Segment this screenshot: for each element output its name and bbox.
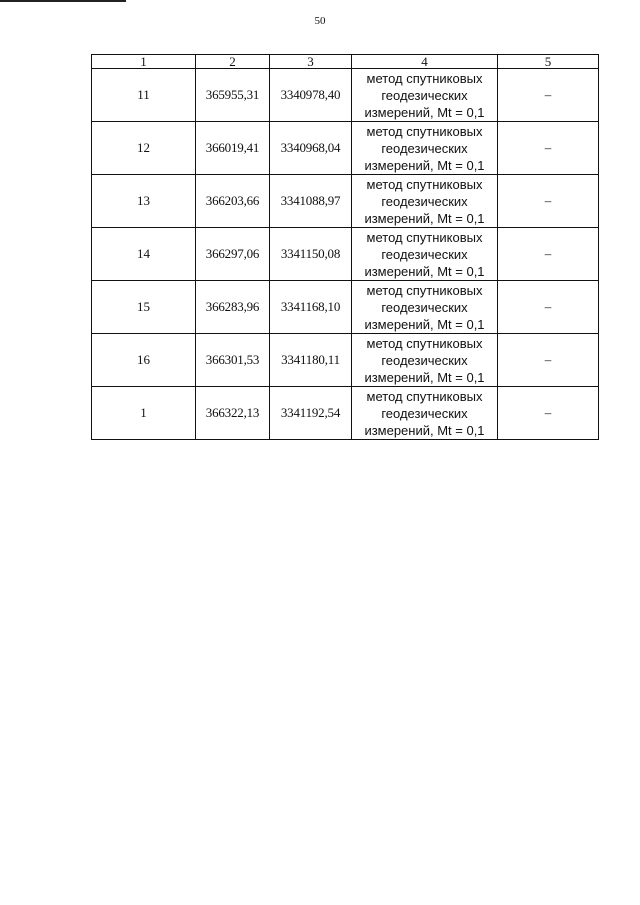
method-text-line: измерений, Mt = 0,1 [364,369,485,385]
method-text-line: измерений, Mt = 0,1 [364,104,485,120]
note-cell: – [498,69,599,122]
note-cell: – [498,387,599,440]
x-coordinate-cell: 365955,31 [196,69,270,122]
point-number-cell: 15 [92,281,196,334]
method-text-line: измерений, Mt = 0,1 [364,316,485,332]
method-text-line: измерений, Mt = 0,1 [364,263,485,279]
method-text-line: геодезических [381,140,468,156]
method-text-line: измерений, Mt = 0,1 [364,157,485,173]
point-number-cell: 1 [92,387,196,440]
table-header-row [92,55,599,69]
scan-edge-mark [0,0,126,2]
x-coordinate-cell: 366322,13 [196,387,270,440]
method-cell [352,122,498,175]
method-text-line: геодезических [381,193,468,209]
method-text-line: измерений, Mt = 0,1 [364,210,485,226]
x-coordinate-cell: 366019,41 [196,122,270,175]
method-text-line: измерений, Mt = 0,1 [364,422,485,438]
method-text-line: геодезических [381,299,468,315]
y-coordinate-cell: 3340968,04 [270,122,352,175]
method-text-line: метод спутниковых [366,388,483,404]
method-text-line: геодезических [381,246,468,262]
x-coordinate-cell: 366203,66 [196,175,270,228]
header-cell-5: 5 [498,55,599,69]
method-text-line: метод спутниковых [366,70,483,86]
table-row [92,228,599,281]
y-coordinate-cell: 3341192,54 [270,387,352,440]
table-row [92,175,599,228]
y-coordinate-cell: 3341180,11 [270,334,352,387]
note-cell: – [498,228,599,281]
method-text-line: метод спутниковых [366,229,483,245]
method-text-line: геодезических [381,352,468,368]
header-cell-2: 2 [196,55,270,69]
coordinates-table [91,54,599,440]
method-cell [352,387,498,440]
method-text-line: геодезических [381,405,468,421]
table-row [92,122,599,175]
point-number-cell: 14 [92,228,196,281]
x-coordinate-cell: 366283,96 [196,281,270,334]
method-text-line: геодезических [381,87,468,103]
note-cell: – [498,175,599,228]
y-coordinate-cell: 3341150,08 [270,228,352,281]
method-text-line: метод спутниковых [366,335,483,351]
note-cell: – [498,281,599,334]
method-cell [352,175,498,228]
table-row [92,281,599,334]
table-row [92,69,599,122]
header-cell-1: 1 [92,55,196,69]
y-coordinate-cell: 3340978,40 [270,69,352,122]
y-coordinate-cell: 3341168,10 [270,281,352,334]
table-row [92,387,599,440]
note-cell: – [498,122,599,175]
table-row [92,334,599,387]
point-number-cell: 16 [92,334,196,387]
point-number-cell: 12 [92,122,196,175]
header-cell-4: 4 [352,55,498,69]
method-cell [352,69,498,122]
x-coordinate-cell: 366301,53 [196,334,270,387]
method-text-line: метод спутниковых [366,176,483,192]
point-number-cell: 11 [92,69,196,122]
method-text-line: метод спутниковых [366,282,483,298]
table-body [92,55,599,440]
page-number: 50 [314,15,326,27]
header-cell-3: 3 [270,55,352,69]
method-cell [352,228,498,281]
note-cell: – [498,334,599,387]
x-coordinate-cell: 366297,06 [196,228,270,281]
method-text-line: метод спутниковых [366,123,483,139]
method-cell [352,281,498,334]
y-coordinate-cell: 3341088,97 [270,175,352,228]
method-cell [352,334,498,387]
point-number-cell: 13 [92,175,196,228]
